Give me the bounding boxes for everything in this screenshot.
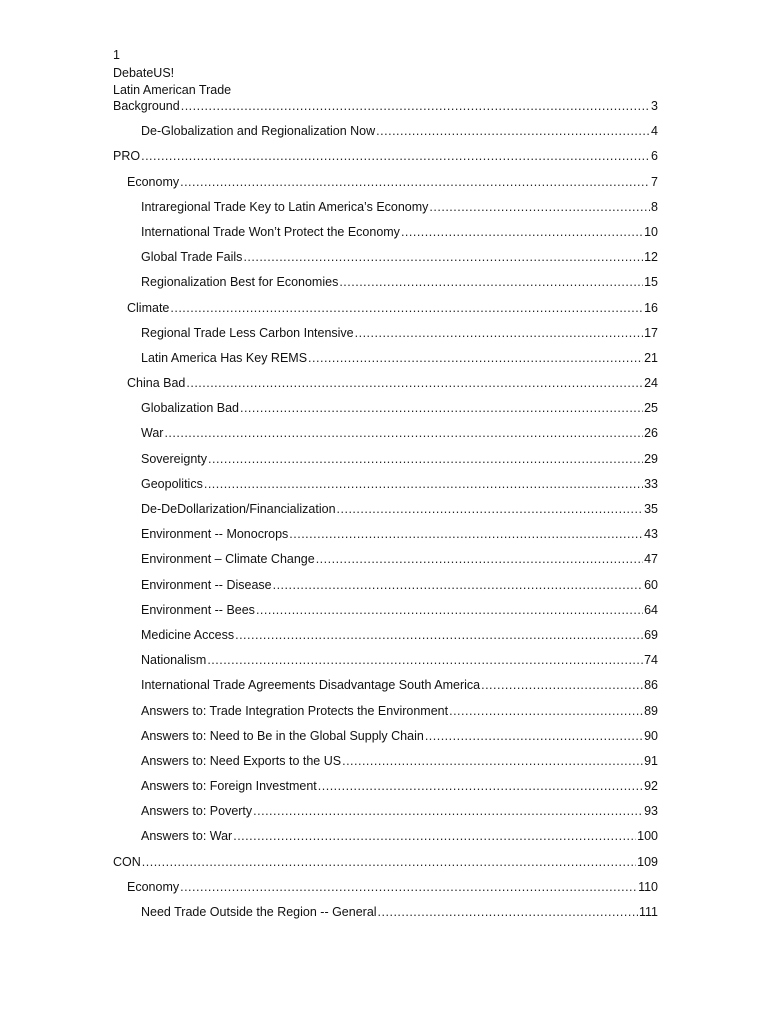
toc-entry-page-number[interactable]: 8: [651, 199, 658, 214]
toc-entry-title[interactable]: Answers to: Need Exports to the US: [141, 753, 342, 768]
toc-entry-page-number[interactable]: 25: [644, 401, 658, 416]
toc-entry-page-number[interactable]: 60: [644, 577, 658, 592]
toc-entry-title[interactable]: Economy: [127, 879, 180, 894]
toc-entry[interactable]: [113, 375, 658, 400]
document-header: [113, 47, 231, 100]
toc-entry[interactable]: [113, 274, 658, 299]
toc-entry[interactable]: [113, 627, 658, 652]
toc-entry[interactable]: [113, 98, 658, 123]
toc-dot-leader: [355, 325, 643, 343]
toc-entry-title[interactable]: Environment -- Monocrops: [141, 527, 289, 542]
toc-dot-leader: [273, 577, 643, 595]
toc-entry-page-number[interactable]: 74: [644, 653, 658, 668]
toc-entry-title[interactable]: De-Globalization and Regionalization Now: [141, 124, 376, 139]
toc-entry-title[interactable]: Intraregional Trade Key to Latin America’s Economy: [141, 199, 429, 214]
toc-entry[interactable]: [113, 677, 658, 702]
toc-entry[interactable]: [113, 400, 658, 425]
toc-dot-leader: [256, 602, 643, 620]
toc-entry-title[interactable]: Geopolitics: [141, 476, 203, 491]
toc-entry-title[interactable]: International Trade Agreements Disadvantage South America: [141, 678, 481, 693]
toc-dot-leader: [253, 803, 643, 821]
toc-dot-leader: [401, 224, 643, 242]
toc-dot-leader: [170, 300, 643, 318]
toc-entry[interactable]: [113, 753, 658, 778]
toc-entry-title[interactable]: Regionalization Best for Economies: [141, 275, 339, 290]
toc-entry-title[interactable]: International Trade Won’t Protect the Economy: [141, 224, 400, 239]
toc-entry[interactable]: [113, 828, 658, 853]
toc-entry-title[interactable]: Environment -- Bees: [141, 602, 255, 617]
toc-entry[interactable]: [113, 778, 658, 803]
toc-entry-title[interactable]: Environment -- Disease: [141, 577, 272, 592]
toc-entry-title[interactable]: Sovereignty: [141, 451, 208, 466]
toc-entry-page-number[interactable]: 35: [644, 502, 658, 516]
toc-dot-leader: [235, 627, 643, 645]
toc-entry-title[interactable]: CON: [113, 854, 141, 869]
toc-dot-leader: [164, 425, 643, 443]
toc-entry[interactable]: [113, 602, 658, 627]
toc-entry[interactable]: [113, 551, 658, 576]
toc-entry-page-number[interactable]: 64: [644, 602, 658, 617]
toc-dot-leader: [243, 249, 643, 267]
toc-dot-leader: [481, 677, 643, 695]
toc-dot-leader: [318, 778, 643, 796]
toc-entry-title[interactable]: Answers to: Poverty: [141, 804, 253, 819]
toc-entry-title[interactable]: Answers to: War: [141, 829, 233, 844]
toc-entry-title[interactable]: Answers to: Need to Be in the Global Supply Chain: [141, 728, 424, 743]
toc-entry[interactable]: [113, 652, 658, 677]
toc-entry-title[interactable]: War: [141, 426, 164, 441]
toc-entry-page-number[interactable]: 3: [651, 99, 658, 113]
toc-entry-page-number[interactable]: 10: [644, 224, 658, 239]
toc-entry-page-number[interactable]: 91: [644, 753, 658, 768]
toc-entry-title[interactable]: De-DeDollarization/Financialization: [141, 502, 336, 516]
toc-dot-leader: [181, 98, 650, 116]
toc-entry-page-number[interactable]: 43: [644, 527, 658, 542]
toc-entry-page-number[interactable]: 93: [644, 804, 658, 819]
toc-entry[interactable]: [113, 526, 658, 551]
toc-dot-leader: [376, 123, 650, 141]
toc-entry[interactable]: [113, 325, 658, 350]
toc-entry-title[interactable]: Answers to: Foreign Investment: [141, 779, 317, 794]
toc-entry[interactable]: [113, 879, 658, 904]
toc-entry-page-number[interactable]: 110: [638, 879, 658, 894]
toc-entry-title[interactable]: Background: [113, 99, 180, 113]
toc-dot-leader: [339, 274, 643, 292]
toc-dot-leader: [337, 501, 644, 519]
toc-entry[interactable]: [113, 854, 658, 879]
toc-entry[interactable]: [113, 350, 658, 375]
toc-dot-leader: [233, 828, 636, 846]
toc-entry-page-number[interactable]: 6: [651, 149, 658, 164]
toc-entry-title[interactable]: PRO: [113, 149, 141, 164]
toc-entry[interactable]: [113, 300, 658, 325]
toc-entry[interactable]: [113, 174, 658, 199]
toc-entry-page-number[interactable]: 29: [644, 451, 658, 466]
toc-entry-title[interactable]: Answers to: Trade Integration Protects the Environment: [141, 703, 449, 718]
toc-entry-page-number[interactable]: 92: [644, 779, 658, 794]
toc-entry-title[interactable]: Need Trade Outside the Region -- General: [141, 905, 377, 919]
toc-entry-title[interactable]: Regional Trade Less Carbon Intensive: [141, 325, 354, 340]
toc-dot-leader: [204, 476, 643, 494]
toc-dot-leader: [141, 148, 650, 166]
toc-entry-page-number[interactable]: 16: [644, 300, 658, 315]
toc-entry-page-number[interactable]: 7: [651, 174, 658, 189]
toc-entry-page-number[interactable]: 89: [644, 703, 658, 718]
toc-entry[interactable]: [113, 148, 658, 173]
toc-entry-page-number[interactable]: 47: [644, 552, 658, 567]
toc-dot-leader: [316, 551, 643, 569]
toc-entry[interactable]: [113, 476, 658, 501]
page-number: 1: [113, 48, 120, 62]
toc-dot-leader: [142, 854, 636, 872]
toc-entry[interactable]: [113, 501, 658, 526]
toc-entry-page-number[interactable]: 17: [644, 325, 658, 340]
table-of-contents: [113, 98, 658, 929]
toc-entry[interactable]: [113, 199, 658, 224]
toc-entry-title[interactable]: Climate: [127, 300, 170, 315]
toc-entry-title[interactable]: Globalization Bad: [141, 401, 239, 416]
toc-entry-page-number[interactable]: 90: [644, 728, 658, 743]
toc-entry-page-number[interactable]: 100: [637, 829, 658, 844]
toc-dot-leader: [180, 174, 650, 192]
toc-dot-leader: [208, 451, 643, 469]
organization-name: DebateUS!: [113, 65, 175, 80]
toc-entry-title[interactable]: Economy: [127, 174, 180, 189]
toc-entry-page-number[interactable]: 24: [644, 376, 658, 391]
toc-entry[interactable]: [113, 728, 658, 753]
toc-dot-leader: [180, 879, 637, 897]
toc-entry[interactable]: [113, 803, 658, 828]
toc-entry[interactable]: [113, 451, 658, 476]
toc-entry-page-number[interactable]: 86: [644, 678, 658, 693]
toc-entry-title[interactable]: Global Trade Fails: [141, 250, 243, 265]
toc-entry-page-number[interactable]: 21: [644, 350, 658, 365]
toc-dot-leader: [429, 199, 650, 217]
toc-entry[interactable]: [113, 249, 658, 274]
toc-entry[interactable]: [113, 123, 658, 148]
toc-entry-page-number[interactable]: 15: [644, 275, 658, 290]
toc-entry-title[interactable]: China Bad: [127, 376, 186, 391]
toc-dot-leader: [425, 728, 643, 746]
toc-dot-leader: [342, 753, 643, 771]
toc-entry-title[interactable]: Environment – Climate Change: [141, 552, 315, 567]
toc-entry[interactable]: [113, 904, 658, 929]
toc-entry-page-number[interactable]: 4: [651, 124, 658, 139]
toc-entry[interactable]: [113, 224, 658, 249]
toc-dot-leader: [449, 703, 643, 721]
toc-dot-leader: [240, 400, 643, 418]
toc-dot-leader: [308, 350, 643, 368]
toc-entry-page-number[interactable]: 109: [637, 854, 658, 869]
toc-entry-title[interactable]: Latin America Has Key REMS: [141, 350, 308, 365]
toc-dot-leader: [207, 652, 643, 670]
toc-entry-page-number[interactable]: 26: [644, 426, 658, 441]
toc-entry-title[interactable]: Nationalism: [141, 653, 207, 668]
toc-entry-page-number[interactable]: 12: [644, 250, 658, 265]
toc-dot-leader: [289, 526, 643, 544]
toc-entry-page-number[interactable]: 33: [644, 476, 658, 491]
toc-entry[interactable]: [113, 703, 658, 728]
toc-dot-leader: [378, 904, 638, 922]
toc-entry-page-number[interactable]: 69: [644, 627, 658, 642]
toc-entry[interactable]: [113, 425, 658, 450]
toc-entry-page-number[interactable]: 111: [638, 905, 658, 919]
document-title: Latin American Trade: [113, 83, 232, 97]
toc-entry-title[interactable]: Medicine Access: [141, 627, 235, 642]
toc-entry[interactable]: [113, 577, 658, 602]
toc-dot-leader: [186, 375, 643, 393]
